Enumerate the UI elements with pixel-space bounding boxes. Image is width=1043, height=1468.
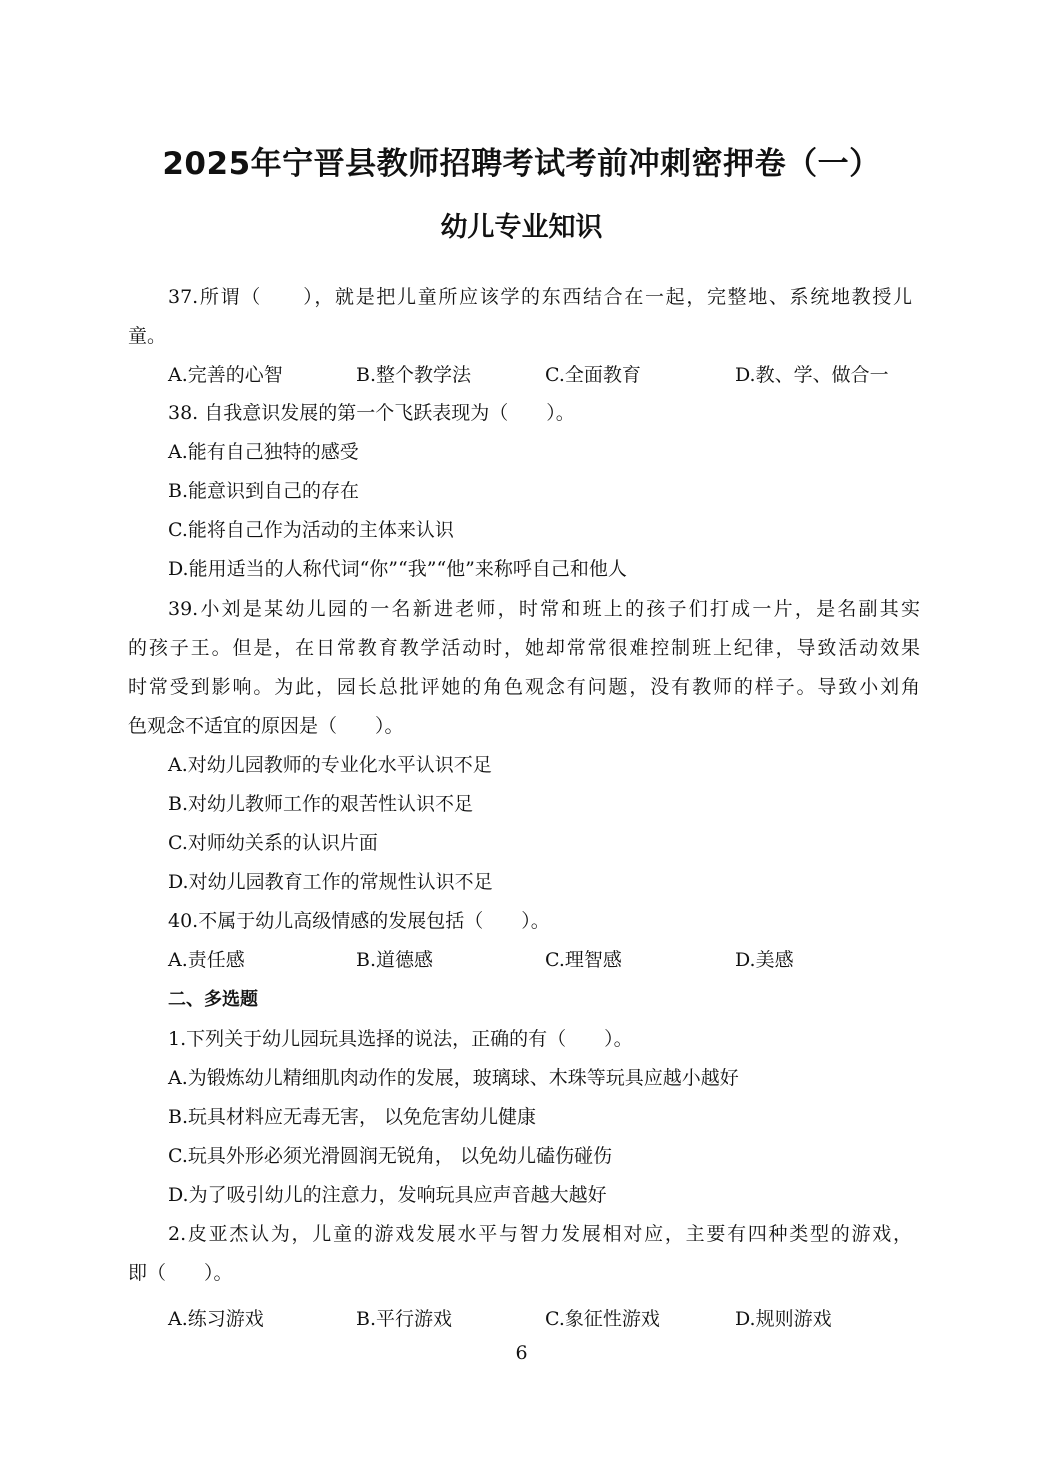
page-title: 2025年宁晋县教师招聘考试考前冲刺密押卷（一） (162, 146, 881, 182)
question-38-option-c: C.能将自己作为活动的主体来认识 (168, 519, 454, 541)
multi-question-1-option-d: D.为了吸引幼儿的注意力，发响玩具应声音越大越好 (168, 1184, 607, 1206)
question-37-stem-line-2: 童。 (128, 325, 167, 347)
multi-question-2-option-d: D.规则游戏 (735, 1308, 832, 1330)
question-39-option-c: C.对师幼关系的认识片面 (168, 832, 378, 854)
question-39-stem-line-3: 时常受到影响。为此，园长总批评她的角色观念有问题，没有教师的样子。导致小刘角 (128, 676, 920, 698)
multi-question-2-stem-line-2: 即（ ）。 (128, 1262, 233, 1284)
multi-question-1-option-c: C.玩具外形必须光滑圆润无锐角， 以免幼儿磕伤碰伤 (168, 1145, 612, 1167)
section-heading-multiple-choice: 二、多选题 (168, 989, 258, 1010)
multi-question-2-option-c: C.象征性游戏 (545, 1308, 660, 1330)
question-37-option-c: C.全面教育 (545, 364, 641, 386)
question-37-option-a: A.完善的心智 (168, 364, 283, 386)
multi-question-1-option-a: A.为锻炼幼儿精细肌肉动作的发展，玻璃球、木珠等玩具应越小越好 (168, 1067, 739, 1089)
question-37-option-d: D.教、学、做合一 (735, 364, 889, 386)
question-39-stem-line-1: 39.小刘是某幼儿园的一名新进老师，时常和班上的孩子们打成一片，是名副其实 (168, 598, 920, 620)
question-40-option-c: C.理智感 (545, 949, 622, 971)
question-40-option-b: B.道德感 (356, 949, 434, 971)
question-38-option-d: D.能用适当的人称代词“你”“我”“他”来称呼自己和他人 (168, 558, 627, 580)
question-39-option-a: A.对幼儿园教师的专业化水平认识不足 (168, 754, 492, 776)
question-39-option-b: B.对幼儿教师工作的艰苦性认识不足 (168, 793, 474, 815)
question-40-stem: 40.不属于幼儿高级情感的发展包括（ ）。 (168, 910, 550, 932)
question-39-option-d: D.对幼儿园教育工作的常规性认识不足 (168, 871, 493, 893)
question-37-option-b: B.整个教学法 (356, 364, 472, 386)
question-38-option-b: B.能意识到自己的存在 (168, 480, 360, 502)
multi-question-2-option-b: B.平行游戏 (356, 1308, 453, 1330)
question-40-option-d: D.美感 (735, 949, 794, 971)
multi-question-2-stem-line-1: 2.皮亚杰认为，儿童的游戏发展水平与智力发展相对应，主要有四种类型的游戏， (168, 1223, 912, 1245)
question-40-option-a: A.责任感 (168, 949, 245, 971)
multi-question-1-stem: 1.下列关于幼儿园玩具选择的说法，正确的有（ ）。 (168, 1028, 633, 1050)
question-37-stem-line-1: 37.所谓（ ），就是把儿童所应该学的东西结合在一起，完整地、系统地教授儿 (168, 286, 912, 308)
multi-question-1-option-b: B.玩具材料应无毒无害， 以免危害幼儿健康 (168, 1106, 537, 1128)
question-38-option-a: A.能有自己独特的感受 (168, 441, 359, 463)
page-subtitle: 幼儿专业知识 (440, 212, 603, 243)
multi-question-2-option-a: A.练习游戏 (168, 1308, 264, 1330)
question-39-stem-line-4: 色观念不适宜的原因是（ ）。 (128, 715, 404, 737)
page-number: 6 (515, 1342, 528, 1364)
question-38-stem: 38. 自我意识发展的第一个飞跃表现为（ ）。 (168, 402, 575, 424)
question-39-stem-line-2: 的孩子王。但是，在日常教育教学活动时，她却常常很难控制班上纪律，导致活动效果 (128, 637, 920, 659)
